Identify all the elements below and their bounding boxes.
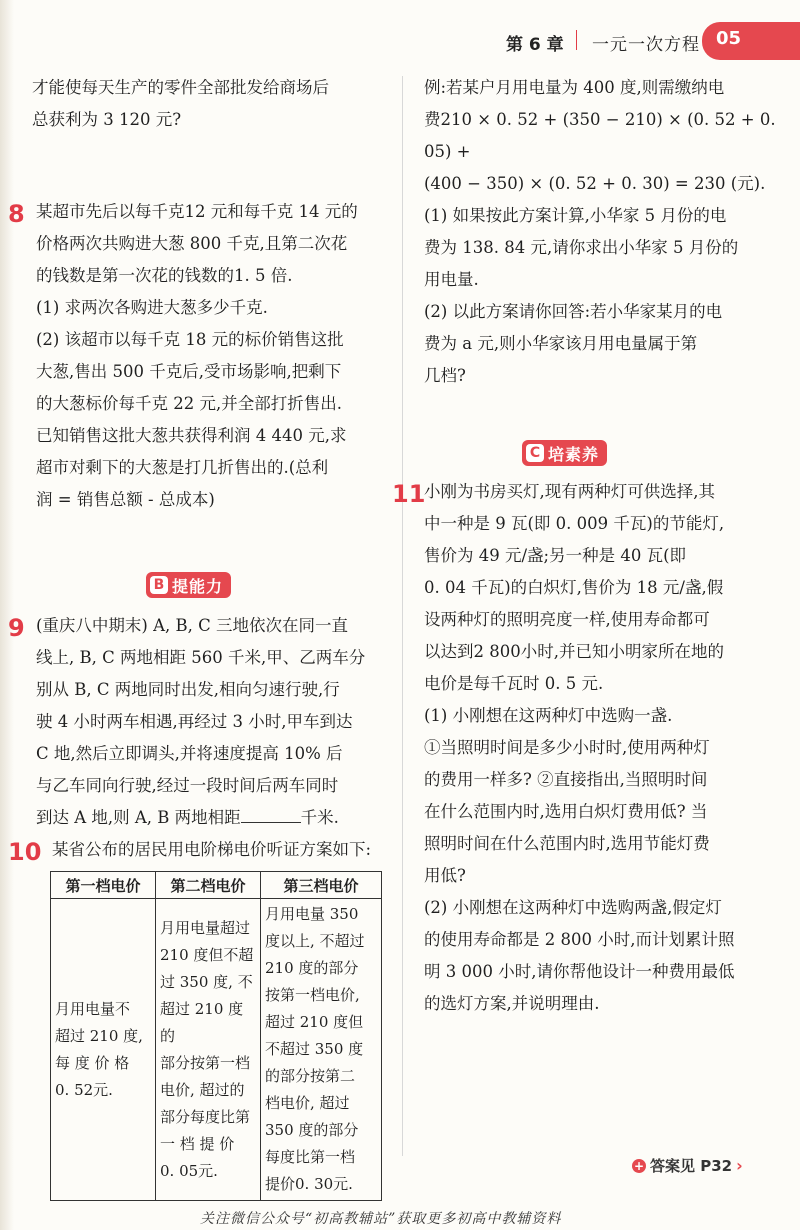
intro-text: 才能使每天生产的零件全部批发给商场后 总获利为 3 120 元? [32, 78, 329, 129]
q9-answer-blank [241, 804, 301, 823]
chapter-number: 第 6 章 [506, 35, 564, 55]
answer-reference-text: 答案见 P32 [650, 1157, 733, 1175]
q9-last-line [36, 802, 396, 834]
section-c-badge [522, 440, 607, 466]
section-b-badge [146, 572, 231, 598]
page-header [0, 0, 800, 60]
footer-note: 关注微信公众号“初高教辅站”获取更多初高中教辅资料 [200, 1211, 562, 1227]
q10-number: 10 [8, 838, 42, 866]
q10-continuation: 例:若某户月用电量为 400 度,则需缴纳电 费210 × 0. 52 + (350 − 210) × (0. 52 + 0. 05) + (400 − 350) × (0. 52 + 0. 30) = 230 (元). (1) 如果按此方案计算,小华家 5 月份的电 费为 138. 84 元,请你求出小华家 5 月份的 用电量. (2) 以此方案请你回答:若小华家某月的电 费为 a 元,则小华家该月用电量属于第 几档? [424, 78, 776, 385]
answer-reference [632, 1155, 743, 1176]
q10-text: 某省公布的居民用电阶梯电价听证方案如下: [52, 840, 372, 859]
section-b-letter: B [150, 576, 168, 594]
tariff-cell-3: 月用电量 350 度以上, 不超过 210 度的部分 按第一档电价, 超过 210 度但 不超过 350 度 的部分按第二 档电价, 超过 350 度的部分 每度比第一档 提价0. 30元. [261, 899, 382, 1201]
tariff-header-2: 第二档电价 [156, 872, 261, 899]
q8-text: 某超市先后以每千克12 元和每千克 14 元的 价格两次共购进大葱 800 千克,且第二次花 的钱数是第一次花的钱数的1. 5 倍. (1) 求两次各购进大葱多少千克. (2) 该超市以每千克 18 元的标价销售这批 大葱,售出 500 千克后,受市场影响,把剩下 的大葱标价每千克 22 元,并全部打折售出. 已知销售这批大葱共获得利润 4 440 元,求 超市对剩下的大葱是打几折售出的.(总利 润 = 销售总额 - 总成本) [36, 202, 358, 509]
q9-text: (重庆八中期末) A, B, C 三地依次在同一直 线上, B, C 两地相距 560 千米,甲、乙两车分 别从 B, C 两地同时出发,相向匀速行驶,行 驶 4 小时两车相遇,再经过 3 小时,甲车到达 C 地,然后立即调头,并将速度提高 10% 后 与乙车同向行驶,经过一段时间后两车同时 [36, 616, 366, 795]
tariff-body-row [51, 899, 382, 1201]
q11-number: 11 [392, 480, 426, 508]
section-c-label: 培素养 [548, 444, 600, 464]
q9-number: 9 [8, 614, 25, 642]
section-b-label: 提能力 [172, 576, 224, 596]
q9-last-line-pre: 到达 A 地,则 A, B 两地相距 [36, 808, 241, 827]
tariff-table [50, 871, 382, 1201]
column-divider [402, 76, 403, 1156]
header-divider [576, 30, 577, 50]
tariff-header-3: 第三档电价 [261, 872, 382, 899]
plus-circle-icon: + [633, 1158, 645, 1173]
tariff-header-1: 第一档电价 [51, 872, 156, 899]
chevron-right-icon: › [736, 1156, 743, 1175]
tariff-cell-2: 月用电量超过 210 度但不超 过 350 度, 不 超过 210 度的 部分按第一档 电价, 超过的 部分每度比第 一 档 提 价 0. 05元. [156, 899, 261, 1201]
chapter-title: 一元一次方程 [592, 35, 700, 55]
section-c-letter: C [526, 444, 544, 462]
q9-last-line-post: 千米. [300, 808, 339, 827]
q11-text: 小刚为书房买灯,现有两种灯可供选择,其 中一种是 9 瓦(即 0. 009 千瓦)的节能灯, 售价为 49 元/盏;另一种是 40 瓦(即 0. 04 千瓦)的白炽灯,售价为 18 元/盏,假 设两种灯的照明亮度一样,使用寿命都可 以达到2 800小时,并已知小明家所在地的 电价是每千瓦时 0. 5 元. (1) 小刚想在这两种灯中选购一盏. ①当照明时间是多少小时时,使用两种灯 的费用一样多? ②直接指出,当照明时间 在什么范围内时,选用白炽灯费用低? 当 照明时间在什么范围内时,选用节能灯费 用低? (2) 小刚想在这两种灯中选购两盏,假定灯 的使用寿命都是 2 800 小时,而计划累计照 明 3 000 小时,请你帮他设计一种费用最低 的选灯方案,并说明理由. [424, 482, 735, 1013]
page-number: 05 [716, 28, 742, 49]
tariff-header-row [51, 872, 382, 899]
tariff-cell-1: 月用电量不 超过 210 度, 每 度 价 格 0. 52元. [51, 899, 156, 1201]
q8-number: 8 [8, 200, 25, 228]
